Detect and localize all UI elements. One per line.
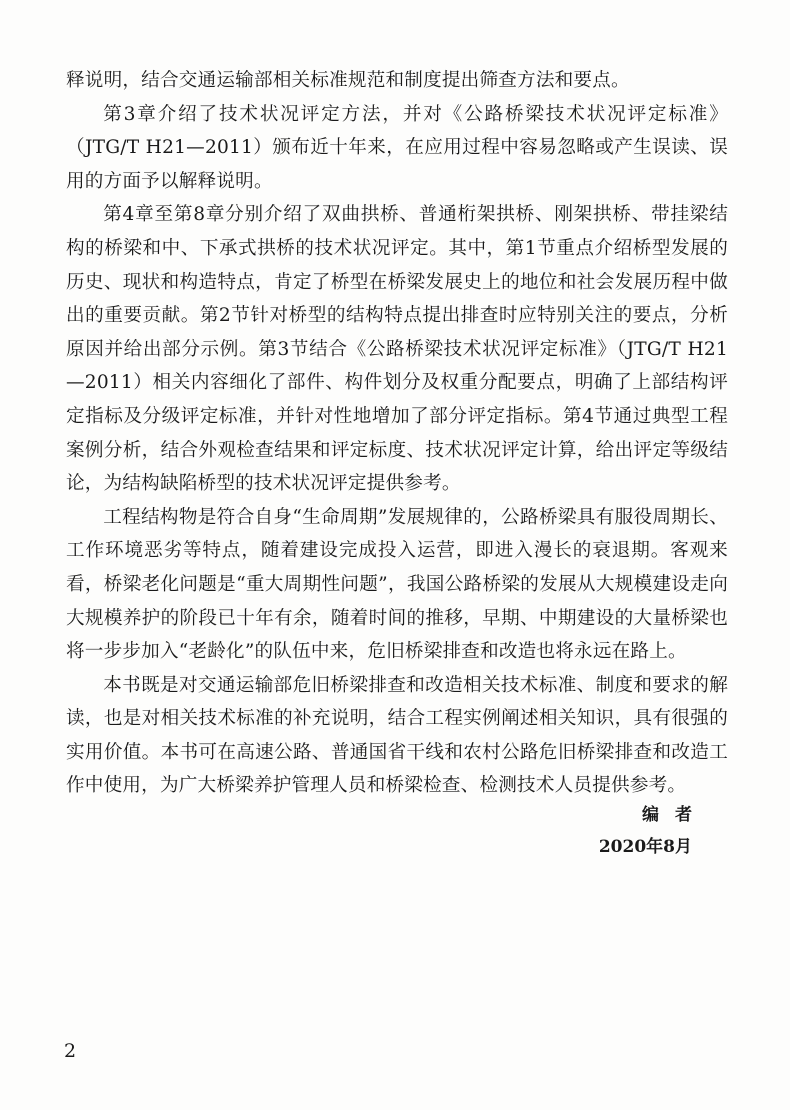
signature-author: 编者 [642,805,708,825]
page-number: 2 [64,1040,77,1062]
paragraph-life-cycle: 工程结构物是符合自身“生命周期”发展规律的，公路桥梁具有服役周期长、工作环境恶劣等特点，随着建设完成投入运营，即进入漫长的衰退期。客观来看，桥梁老化问题是“重大周期性问题”，我国公路桥梁的发展从大规模建设走向大规模养护的阶段已十年有余，随着时间的推移，早期、中期建设的大量桥梁也将一步步加入“老龄化”的队伍中来，危旧桥梁排查和改造也将永远在路上。 [66,506,728,663]
signature-date: 2020年8月 [598,837,692,857]
paragraph-continuation: 释说明，结合交通运输部相关标准规范和制度提出筛查方法和要点。 [66,70,630,91]
paragraph-chapters-4-8: 第4章至第8章分别介绍了双曲拱桥、普通桁架拱桥、刚架拱桥、带挂梁结构的桥梁和中、下承式拱桥的技术状况评定。其中，第1节重点介绍桥型发展的历史、现状和构造特点，肯定了桥型在桥梁发展史上的地位和社会发展历程中做出的重要贡献。第2节针对桥型的结构特点提出排查时应特别关注的要点，分析原因并给出部分示例。第3节结合《公路桥梁技术状况评定标准》（JTG/T H21—2011）相关内容细化了部件、构件划分及权重分配要点，明确了上部结构评定指标及分级评定标准，并针对性地增加了部分评定指标。第4节通过典型工程案例分析，结合外观检查结果和评定标度、技术状况评定计算，给出评定等级结论，为结构缺陷桥型的技术状况评定提供参考。 [66,204,728,495]
paragraph-chapter-3: 第3章介绍了技术状况评定方法，并对《公路桥梁技术状况评定标准》（JTG/T H21—2011）颁布近十年来，在应用过程中容易忽略或产生误读、误用的方面予以解释说明。 [66,103,728,192]
body-text [66,64,728,803]
paragraph-book-value: 本书既是对交通运输部危旧桥梁排查和改造相关技术标准、制度和要求的解读，也是对相关技术标准的补充说明，结合工程实例阐述相关知识，具有很强的实用价值。本书可在高速公路、普通国省干线和农村公路危旧桥梁排查和改造工作中使用，为广大桥梁养护管理人员和桥梁检查、检测技术人员提供参考。 [66,674,728,797]
